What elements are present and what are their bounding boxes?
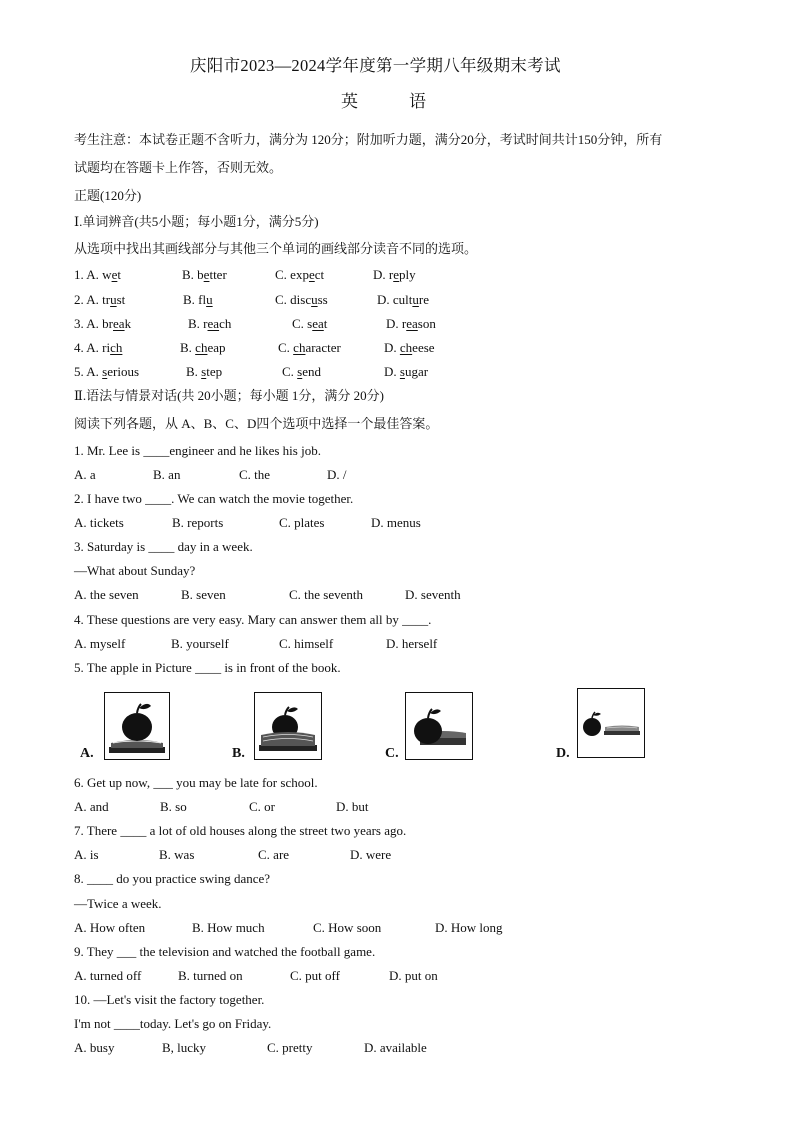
question-stem: 2. I have two ____. We can watch the movie together. [74,491,354,506]
pronunciation-option [74,316,131,332]
pronunciation-option [74,364,139,380]
question-stem: 7. There ____ a lot of old houses along the street two years ago. [74,823,407,838]
underlined-letters: ch [195,340,208,355]
apple-behind-book-image [255,693,321,759]
pronunciation-option [275,267,324,283]
pronunciation-option [384,340,435,356]
underlined-letters: u [311,292,318,307]
word-part: end [302,364,322,379]
option-d: D. but [336,799,369,814]
word-part: r [203,316,208,331]
option-d: D. were [350,847,392,862]
option-label: C. [282,364,298,379]
pronunciation-option [74,340,122,356]
option-a: A. tickets [74,515,124,530]
part1-heading: Ⅰ.单词辨音(共5小题；每小题1分，满分5分) [74,214,319,229]
option-a: A. myself [74,636,126,651]
option-label: 5. A. [74,364,103,379]
question-stem: 8. ____ do you practice swing dance? [74,871,271,886]
option-d: D. menus [371,515,421,530]
option-d: D. available [364,1040,427,1055]
underlined-letters: ea [406,316,418,331]
option-label: C. [292,316,308,331]
option-b: B. so [160,799,187,814]
option-d: D. seventh [405,587,461,602]
pronunciation-option [377,292,429,308]
option-label: B. [180,340,196,355]
picture-label: C. [385,746,399,761]
pronunciation-option [74,267,121,283]
option-a: A. the seven [74,587,139,602]
option-a: A. a [74,467,96,482]
pronunciation-option [180,340,226,356]
word-part: w [102,267,112,282]
word-part: disc [290,292,312,307]
word-part: exp [290,267,309,282]
underlined-letters: ch [110,340,123,355]
pronunciation-option [282,364,321,380]
option-b: B. an [153,467,181,482]
underlined-letters: ch [399,340,413,355]
option-label: D. [384,364,400,379]
question-stem: 4. These questions are very easy. Mary can answer them all by ____. [74,612,432,627]
word-part: ss [317,292,328,307]
option-d: D. / [327,467,347,482]
option-c: C. or [249,799,275,814]
option-label: B. [188,316,204,331]
apple-beside-book-image [406,693,472,759]
underlined-letters: s [102,364,108,379]
picture-d [556,686,656,770]
option-a: A. is [74,847,99,862]
pronunciation-option [384,364,428,380]
option-label: D. [377,292,393,307]
underlined-letters: u [110,292,117,307]
option-b: B. turned on [178,968,243,983]
option-label: C. [275,267,291,282]
word-part: eese [412,340,435,355]
option-a: A. busy [74,1040,115,1055]
part2-instruction: 阅读下列各题，从 A、B、C、D四个选项中选择一个最佳答案。 [74,416,439,431]
option-c: C. How soon [313,920,382,935]
option-label: 4. A. [74,340,103,355]
question-stem: 3. Saturday is ____ day in a week. [74,539,253,554]
option-label: D. [384,340,400,355]
word-part: ugar [404,364,429,379]
dialogue-reply: —What about Sunday? [74,563,196,578]
pronunciation-option [188,316,231,332]
option-b: B. reports [172,515,224,530]
exam-title: 庆阳市2023—2024学年度第一学期八年级期末考试 [190,56,561,75]
option-b: B. How much [192,920,265,935]
word-part: tter [209,267,227,282]
option-b: B. seven [181,587,226,602]
picture-label: A. [80,746,94,761]
word-part: re [418,292,429,307]
word-part: fl [198,292,207,307]
option-a: A. turned off [74,968,142,983]
picture-c [385,690,485,770]
option-label: B. [183,292,199,307]
option-label: C. [278,340,294,355]
underlined-letters: u [206,292,213,307]
option-label: B. [186,364,202,379]
option-d: D. herself [386,636,438,651]
option-b: B, lucky [162,1040,207,1055]
subject-title: 英 语 [341,92,426,111]
pronunciation-option [278,340,341,356]
option-b: B. was [159,847,195,862]
picture-b [232,690,332,770]
underlined-letters: u [412,292,419,307]
dialogue-reply: —Twice a week. [74,896,162,911]
option-c: C. himself [279,636,334,651]
option-a: A. and [74,799,109,814]
main-section-label: 正题(120分) [74,188,142,203]
option-c: C. the seventh [289,587,364,602]
underlined-letters: s [201,364,207,379]
picture-a [80,688,180,768]
word-part: s [307,316,313,331]
option-a: A. How often [74,920,146,935]
question-stem: 10. —Let's visit the factory together. [74,992,265,1007]
notice-line-2: 试题均在答题卡上作答，否则无效。 [74,160,283,175]
option-label: C. [275,292,291,307]
underlined-letters: ea [113,316,125,331]
picture-label: B. [232,746,245,761]
underlined-letters: ch [293,340,306,355]
option-c: C. pretty [267,1040,313,1055]
notice-line-1: 考生注意：本试卷正题不含听力，满分为 120分；附加听力题，满分20分，考试时间共计150分钟，所有 [74,132,663,147]
option-label: 2. A. [74,292,103,307]
word-part: r [388,267,394,282]
dialogue-reply: I'm not ____today. Let's go on Friday. [74,1016,272,1031]
word-part: br [102,316,114,331]
apple-next-to-book-image [578,689,644,757]
word-part: erious [107,364,140,379]
word-part: ch [219,316,232,331]
word-part: k [124,316,132,331]
option-c: C. put off [290,968,340,983]
word-part: ply [399,267,416,282]
underlined-letters: ea [207,316,220,331]
word-part: ri [102,340,111,355]
option-label: 1. A. [74,267,103,282]
word-part: b [197,267,204,282]
option-label: D. [386,316,402,331]
word-part: son [417,316,436,331]
option-c: C. plates [279,515,325,530]
word-part: t [323,316,328,331]
pronunciation-option [183,292,213,308]
option-label: B. [182,267,198,282]
pronunciation-option [373,267,416,283]
word-part: eap [207,340,226,355]
question-stem: 6. Get up now, ___ you may be late for school. [74,775,318,790]
word-part: aracter [305,340,341,355]
underlined-letters: e [308,267,315,282]
word-part: tep [206,364,223,379]
word-part: t [117,267,121,282]
word-part: r [401,316,407,331]
option-d: D. put on [389,968,438,983]
pronunciation-option [186,364,222,380]
question-stem: 1. Mr. Lee is ____engineer and he likes his job. [74,443,321,458]
option-label: D. [373,267,389,282]
word-part: st [116,292,126,307]
option-c: C. are [258,847,290,862]
underlined-letters: e [393,267,400,282]
pronunciation-option [292,316,327,332]
option-label: 3. A. [74,316,103,331]
picture-label: D. [556,746,570,761]
word-part: cult [392,292,413,307]
pronunciation-option [275,292,328,308]
word-part: tr [102,292,111,307]
question-stem: 9. They ___ the television and watched the football game. [74,944,376,959]
part2-heading: Ⅱ.语法与情景对话(共 20小题；每小题 1分，满分 20分) [74,388,384,403]
underlined-letters: e [203,267,210,282]
word-part: ct [314,267,325,282]
pronunciation-option [386,316,436,332]
option-d: D. How long [435,920,503,935]
underlined-letters: s [399,364,405,379]
option-c: C. the [239,467,271,482]
pronunciation-option [182,267,227,283]
underlined-letters: e [111,267,118,282]
option-b: B. yourself [171,636,229,651]
part1-instruction: 从选项中找出其画线部分与其他三个单词的画线部分读音不同的选项。 [74,241,478,256]
pronunciation-option [74,292,125,308]
underlined-letters: s [297,364,303,379]
apple-on-book-image [105,693,169,759]
question-stem: 5. The apple in Picture ____ is in front of the book. [74,660,341,675]
underlined-letters: ea [312,316,324,331]
